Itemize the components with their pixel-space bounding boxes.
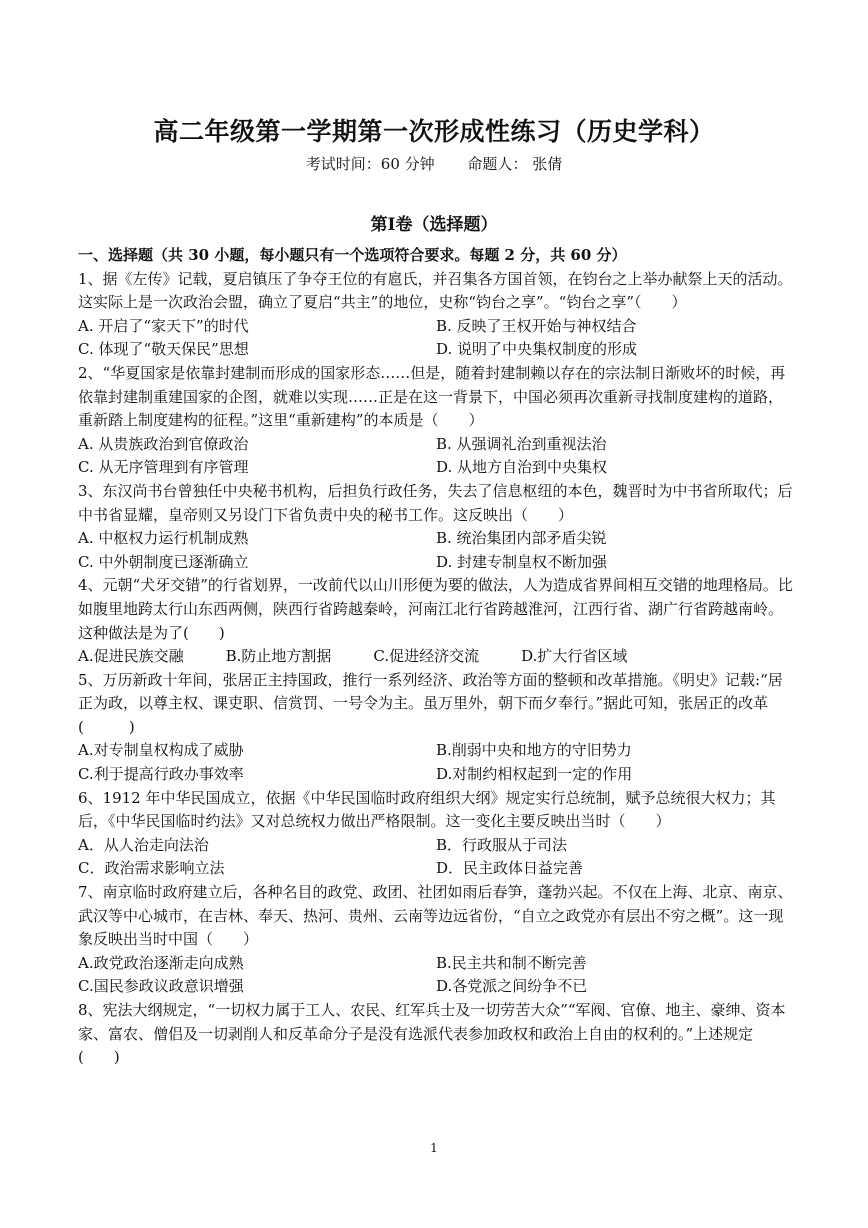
question-stem: 2、“华夏国家是依靠封建制而形成的国家形态……但是，随着封建制赖以存在的宗法制日渐败坏的时候，再依靠封建制重建国家的企图，就难以实现……正是在这一背景下，中国必须再次重新寻找制度建构的道路，重新踏上制度建构的征程。”这里“重新建构”的本质是（ ）: [78, 363, 786, 430]
options: [78, 952, 794, 999]
option-b[interactable]: B. 统治集团内部矛盾尖锐: [436, 529, 607, 548]
option-d[interactable]: D. 说明了中央集权制度的形成: [436, 340, 638, 359]
option-b[interactable]: B．行政服从于司法: [436, 835, 568, 854]
question-stem: 6、1912 年中华民国成立，依据《中华民国临时政府组织大纲》规定实行总统制，赋予总统很大权力；其后，《中华民国临时约法》又对总统权力做出严格限制。这一变化主要反映出当时（ ）: [78, 788, 776, 831]
question-stem: 8、宪法大纲规定，“一切权力属于工人、农民、红军兵士及一切劳苦大众”“军阀、官僚、地主、豪绅、资本家、富农、僧侣及一切剥削人和反革命分子是没有选派代表参加政权和政治上自由的权利的。”上述规定( ): [78, 1001, 786, 1067]
option-b[interactable]: B.削弱中央和地方的守旧势力: [436, 741, 632, 760]
question-2: [78, 362, 794, 480]
options: [78, 834, 794, 881]
options: [78, 739, 794, 786]
option-d[interactable]: D．民主政体日益完善: [436, 859, 584, 878]
option-a[interactable]: A. 从贵族政治到官僚政治: [78, 434, 249, 453]
question-stem: 3、东汉尚书台曾独任中央秘书机构，后担负行政任务，失去了信息枢纽的本色，魏晋时为中书省所取代；后中书省显耀，皇帝则又另设门下省负责中央的秘书工作。这反映出（ ）: [78, 481, 793, 524]
page-number: 1: [430, 1141, 438, 1155]
question-5: [78, 669, 794, 787]
options: [78, 433, 794, 480]
option-b[interactable]: B. 反映了王权开始与神权结合: [436, 316, 637, 335]
option-a[interactable]: A.对专制皇权构成了威胁: [78, 741, 244, 760]
option-c[interactable]: C.促进经济交流: [373, 647, 480, 666]
question-1: [78, 268, 794, 362]
option-c[interactable]: C. 从无序管理到有序管理: [78, 458, 249, 477]
option-b[interactable]: B.防止地方割据: [225, 647, 332, 666]
option-a[interactable]: A．从人治走向法治: [78, 835, 209, 854]
options: [78, 527, 794, 574]
option-d[interactable]: D. 从地方自治到中央集权: [436, 458, 608, 477]
options: [78, 315, 794, 362]
option-d[interactable]: D.扩大行省区域: [521, 647, 628, 666]
question-8: [78, 999, 794, 1070]
exam-author: 命题人： 张倩: [467, 155, 563, 173]
question-4: [78, 574, 794, 668]
option-c[interactable]: C.国民参政议政意识增强: [78, 977, 244, 996]
option-a[interactable]: A. 开启了“家天下”的时代: [78, 316, 249, 335]
option-b[interactable]: B.民主共和制不断完善: [436, 953, 587, 972]
question-6: [78, 787, 794, 881]
question-stem: 5、万历新政十年间，张居正主持国政，推行一系列经济、政治等方面的整顿和改革措施。《明史》记载:“居正为政，以尊主权、课吏职、信赏罚、一号令为主。虽万里外，朝下而夕奉行。”据此可知，张居正的改革( ): [78, 670, 783, 736]
option-a[interactable]: A.促进民族交融: [78, 647, 184, 666]
option-c[interactable]: C.利于提高行政办事效率: [78, 765, 244, 784]
exam-title: 高二年级第一学期第一次形成性练习（历史学科）: [153, 117, 715, 146]
exam-time: 考试时间：60 分钟: [305, 155, 435, 173]
option-a[interactable]: A.政党政治逐渐走向成熟: [78, 953, 244, 972]
option-c[interactable]: C. 中外朝制度已逐渐确立: [78, 552, 249, 571]
question-7: [78, 881, 794, 999]
exam-meta: [0, 153, 868, 174]
question-list: [78, 244, 794, 1070]
option-d[interactable]: D. 封建专制皇权不断加强: [436, 552, 608, 571]
question-stem: 1、据《左传》记载，夏启镇压了争夺王位的有扈氏，并召集各方国首领，在钧台之上举办献祭上天的活动。这实际上是一次政治会盟，确立了夏启“共主”的地位，史称“钧台之享”。“钧台之享”（ ）: [78, 269, 793, 312]
option-a[interactable]: A. 中枢权力运行机制成熟: [78, 529, 249, 548]
option-d[interactable]: D.各党派之间纷争不已: [436, 977, 588, 996]
options: [78, 645, 794, 669]
question-3: [78, 480, 794, 574]
question-stem: 4、元朝“犬牙交错”的行省划界，一改前代以山川形便为要的做法，人为造成省界间相互交错的地理格局。比如腹里地跨太行山东西两侧，陕西行省跨越秦岭，河南江北行省跨越淮河，江西行省、湖广行省跨越南岭。这种做法是为了( ): [78, 576, 793, 642]
option-c[interactable]: C．政治需求影响立法: [78, 859, 225, 878]
section-title: 第Ⅰ卷（选择题）: [370, 215, 498, 235]
option-c[interactable]: C. 体现了“敬天保民”思想: [78, 340, 249, 359]
option-d[interactable]: D.对制约相权起到一定的作用: [436, 765, 633, 784]
question-stem: 7、南京临时政府建立后，各种名目的政党、政团、社团如雨后春笋，蓬勃兴起。不仅在上海、北京、南京、武汉等中心城市，在吉林、奉天、热河、贵州、云南等边远省份，“自立之政党亦有层出不穷之概”。这一现象反映出当时中国（ ）: [78, 883, 793, 949]
section-instructions: 一、选择题（共 30 小题，每小题只有一个选项符合要求。每题 2 分，共 60 分）: [78, 246, 627, 264]
option-b[interactable]: B. 从强调礼治到重视法治: [436, 434, 607, 453]
